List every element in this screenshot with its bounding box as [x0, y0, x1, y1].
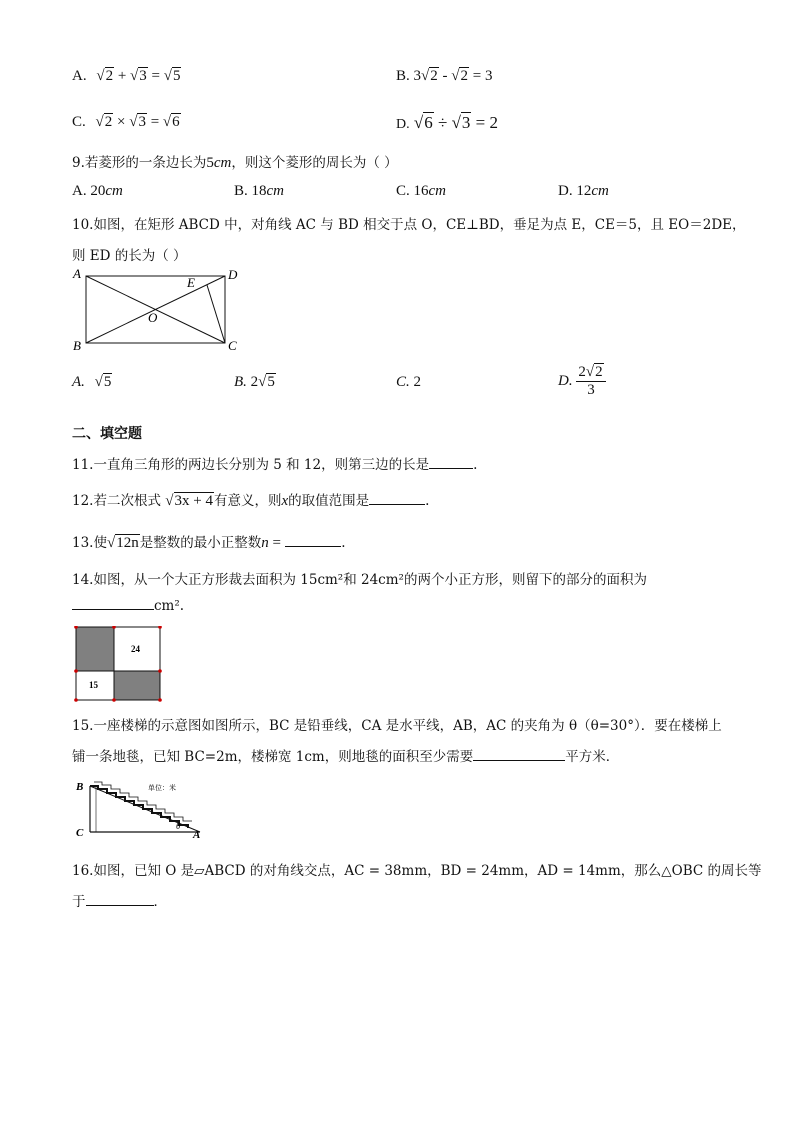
remaining-region-top-left [76, 627, 114, 671]
point-label-o: O [148, 310, 158, 325]
q16-line2 [72, 890, 167, 910]
option-label: A. [72, 183, 87, 199]
vertex-label-b: B [76, 781, 84, 793]
stem-text: 9.若菱形的一条边长为 [72, 155, 207, 171]
operator: ÷ [437, 113, 448, 132]
radicand: 3 [138, 114, 146, 130]
option-label: A. [72, 68, 87, 84]
q12-text: 有意义，则 [213, 493, 282, 509]
q15-line2 [72, 745, 619, 765]
variable: n [261, 535, 269, 551]
vertex-label-a: A [193, 829, 201, 840]
q13-text: 是整数的最小正整数 [139, 535, 262, 551]
denominator: 3 [587, 382, 595, 398]
stair-steps-back [94, 782, 192, 821]
stem-unit: cm [213, 155, 232, 171]
point-label-e: E [187, 275, 195, 290]
answer-blank[interactable] [72, 609, 154, 610]
q15-line1: 15.一座楼梯的示意图如图所示，BC 是铅垂线，CA 是水平线，AB，AC 的夹角为 θ（θ=30°）．要在楼梯上 [72, 718, 722, 734]
q10-option-c[interactable] [396, 374, 421, 391]
vertex-label-c: C [76, 827, 84, 839]
result: 3 [484, 68, 493, 84]
equals: = [150, 114, 160, 130]
option-unit: cm [266, 183, 285, 199]
equals: = [268, 535, 281, 551]
q10-option-a[interactable]: A. √5 [72, 374, 112, 390]
q15-text: 平方米． [565, 749, 620, 765]
q13-text: 13.使 [72, 535, 107, 551]
q16-text: 于 [72, 894, 86, 910]
q9-option-c[interactable] [396, 183, 446, 200]
option-value: 20 [90, 183, 106, 199]
radicand: 2 [595, 364, 603, 380]
q9-stem [72, 151, 398, 172]
stem-number: 5 [206, 155, 214, 171]
numerator-coefficient: 2 [578, 364, 586, 380]
operator: - [442, 68, 448, 84]
option-value: 2 [413, 374, 422, 390]
radicand: 2 [104, 114, 113, 130]
answer-blank[interactable] [86, 905, 154, 906]
vertex-label-a: A [73, 266, 81, 281]
q14-unit: cm². [154, 598, 185, 614]
corner-dot [158, 698, 162, 702]
option-unit: cm [428, 183, 447, 199]
q9-option-b[interactable] [234, 183, 284, 200]
radicand: 5 [172, 68, 181, 84]
q11-end: . [473, 457, 478, 473]
radicand: 5 [103, 374, 112, 390]
equals: = [475, 113, 486, 132]
vertex-label-b: B [73, 338, 81, 353]
variable: x [281, 493, 289, 509]
corner-dot [74, 698, 78, 702]
q15-text: 铺一条地毯，已知 BC=2m，楼梯宽 1cm，则地毯的面积至少需要 [72, 749, 474, 765]
coefficient: 3 [413, 68, 422, 84]
equals: = [151, 68, 160, 84]
q8-option-a[interactable]: A. √2 + √3 = √5 [72, 68, 181, 84]
option-value: 16 [413, 183, 429, 199]
corner-dot [112, 698, 116, 702]
q12-text: 12.若二次根式 [72, 493, 161, 509]
radicand: 2 [430, 68, 438, 84]
corner-dot [74, 669, 78, 673]
answer-blank[interactable] [369, 504, 425, 505]
radicand: 2 [460, 68, 468, 84]
radicand: 2 [105, 68, 114, 84]
q16-line1: 16.如图，已知 O 是▱ABCD 的对角线交点，AC = 38mm，BD = 24mm，AD = 14mm，那么△OBC 的周长等 [72, 863, 762, 879]
q8-option-d[interactable]: D. √6 ÷ √3 = 2 [396, 113, 498, 132]
q10-rectangle-figure [68, 264, 248, 354]
radicand: 5 [267, 374, 275, 390]
equals: = [472, 68, 482, 84]
q10-stem-line2: 则 ED 的长为（ ） [72, 248, 187, 264]
q16-end: ． [153, 894, 167, 910]
option-label: A. [72, 374, 85, 390]
operator: + [117, 68, 127, 84]
fraction: $\frac{2√2}{3}$ [576, 364, 605, 399]
q13-end: . [341, 535, 346, 551]
q12: 12.若二次根式 √3x + 4有意义，则x的取值范围是 . [72, 493, 430, 509]
q9-option-d[interactable] [558, 183, 609, 200]
radicand: 3 [139, 68, 147, 84]
option-label: D. [396, 117, 410, 132]
q8-option-b[interactable]: B. 3√2 - √2 = 3 [396, 68, 493, 84]
q10-option-d[interactable] [558, 364, 606, 399]
q9-option-a[interactable] [72, 183, 123, 200]
q8-option-c[interactable]: C. √2 × √3 = √6 [72, 114, 180, 130]
q14-squares-figure [73, 626, 163, 702]
q15-staircase-figure [72, 776, 212, 840]
stem-text: ，则这个菱形的周长为（ ） [231, 155, 398, 171]
q13: 13.使√12n是整数的最小正整数n = . [72, 535, 346, 551]
radicand: 12n [116, 535, 139, 551]
option-label: D. [558, 183, 573, 199]
remaining-region-bottom-right [114, 671, 160, 700]
answer-blank[interactable] [473, 760, 565, 761]
q11 [72, 453, 477, 473]
q12-text: 的取值范围是 [288, 493, 370, 509]
result: 2 [489, 113, 498, 132]
option-label: C. [396, 374, 410, 390]
radicand: 6 [172, 114, 180, 130]
q14-text: 14.如图，从一个大正方形裁去面积为 15cm²和 24cm²的两个小正方形，则留下的部分的面积为 [72, 572, 647, 588]
vertex-label-d: D [228, 267, 238, 282]
option-label: B. [234, 374, 247, 390]
operator: × [117, 114, 126, 130]
vertex-label-c: C [228, 338, 237, 353]
radicand: 6 [424, 113, 433, 132]
option-label: D. [558, 373, 573, 389]
label-24: 24 [131, 644, 140, 654]
answer-blank[interactable] [429, 468, 473, 469]
section-title: 二、填空题 [72, 426, 142, 442]
option-value: 18 [251, 183, 267, 199]
q11-text: 11.一直角三角形的两边长分别为 5 和 12，则第三边的长是 [72, 457, 430, 473]
option-label: B. [234, 183, 248, 199]
q10-stem-line1: 10.如图，在矩形 ABCD 中，对角线 AC 与 BD 相交于点 O，CE⊥BD，垂足为点 E，CE＝5，且 EO＝2DE， [72, 217, 746, 233]
answer-blank[interactable] [285, 546, 341, 547]
unit-label: 单位：米 [148, 784, 176, 792]
option-label: C. [72, 114, 86, 130]
q10-option-b[interactable]: B. 2√5 [234, 374, 275, 390]
option-label: B. [396, 68, 410, 84]
label-15: 15 [89, 680, 98, 690]
radicand: 3x + 4 [174, 493, 213, 509]
option-value: 12 [576, 183, 592, 199]
option-unit: cm [591, 183, 609, 199]
segment-ce [207, 285, 225, 343]
option-label: C. [396, 183, 410, 199]
q14-answer-line [72, 598, 184, 614]
coefficient: 2 [250, 374, 259, 390]
option-unit: cm [105, 183, 123, 199]
radicand: 3 [461, 113, 471, 132]
angle-label-theta: θ [176, 821, 181, 831]
q12-end: . [425, 493, 430, 509]
corner-dot [158, 669, 162, 673]
